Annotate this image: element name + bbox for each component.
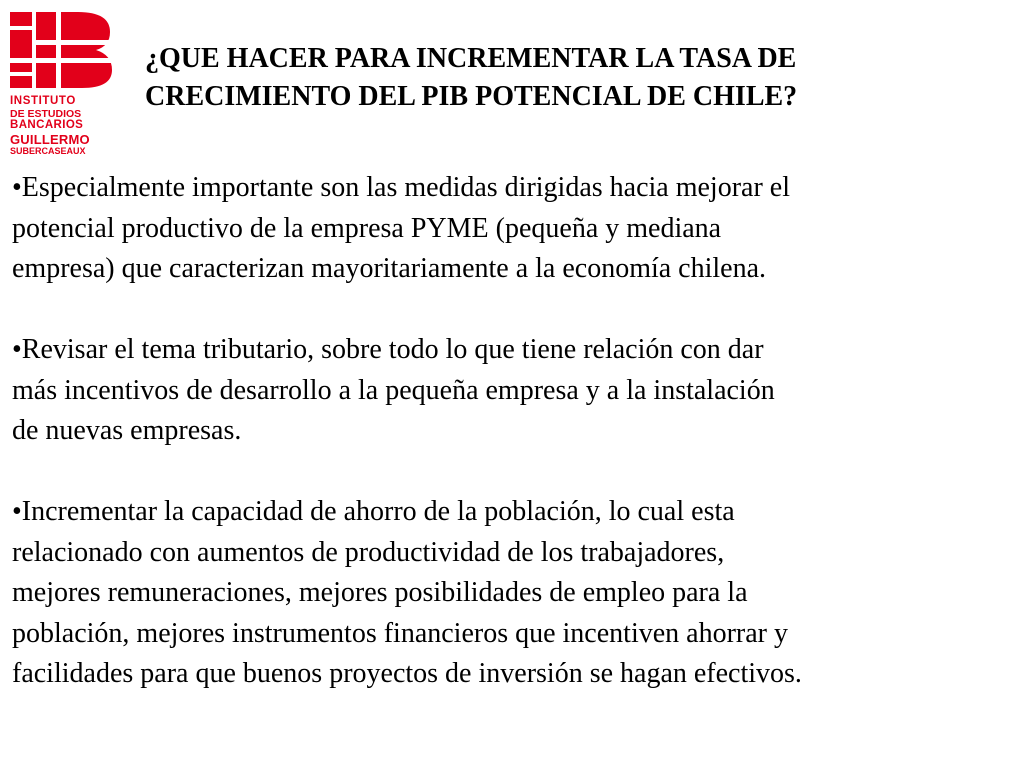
bullet-line: •Incrementar la capacidad de ahorro de la población, lo cual esta — [12, 496, 735, 527]
slide-title-line-1: ¿QUE HACER PARA INCREMENTAR LA TASA DE — [145, 43, 797, 74]
bullet-line: relacionado con aumentos de productividad de los trabajadores, — [12, 536, 725, 568]
bullet-line: •Revisar el tema tributario, sobre todo lo que tiene relación con dar — [12, 334, 764, 365]
bullet-tributario — [12, 330, 1012, 452]
logo-text — [10, 96, 112, 156]
slide-title — [145, 40, 1005, 116]
logo-line-subercaseaux: SUBERCASEAUX — [10, 145, 86, 156]
bullet-ahorro — [12, 492, 1012, 695]
bullet-line: empresa) que caracterizan mayoritariamente a la economía chilena. — [12, 253, 767, 284]
bullet-line: población, mejores instrumentos financieros que incentiven ahorrar y — [12, 617, 788, 649]
bullet-line: •Especialmente importante son las medidas dirigidas hacia mejorar el — [12, 172, 790, 203]
logo-line-instituto: INSTITUTO — [10, 95, 76, 107]
slide-title-line-2: CRECIMIENTO DEL PIB POTENCIAL DE CHILE? — [145, 81, 798, 112]
bullet-line: potencial productivo de la empresa PYME (pequeña y mediana — [12, 212, 722, 244]
logo-line-bancarios: BANCARIOS — [10, 119, 84, 131]
logo-line-de-estudios: DE ESTUDIOS — [10, 107, 82, 120]
bullet-pyme — [12, 168, 1012, 290]
bullet-line: facilidades para que buenos proyectos de inversión se hagan efectivos. — [12, 658, 802, 689]
logo-line-guillermo: GUILLERMO — [10, 131, 90, 147]
bullet-line: más incentivos de desarrollo a la pequeña empresa y a la instalación — [12, 374, 775, 406]
ib-logo-mark-icon — [10, 12, 112, 92]
bullet-line: mejores remuneraciones, mejores posibilidades de empleo para la — [12, 577, 748, 608]
slide-body — [12, 168, 1012, 735]
bullet-line: de nuevas empresas. — [12, 415, 242, 446]
institute-logo — [10, 12, 112, 160]
